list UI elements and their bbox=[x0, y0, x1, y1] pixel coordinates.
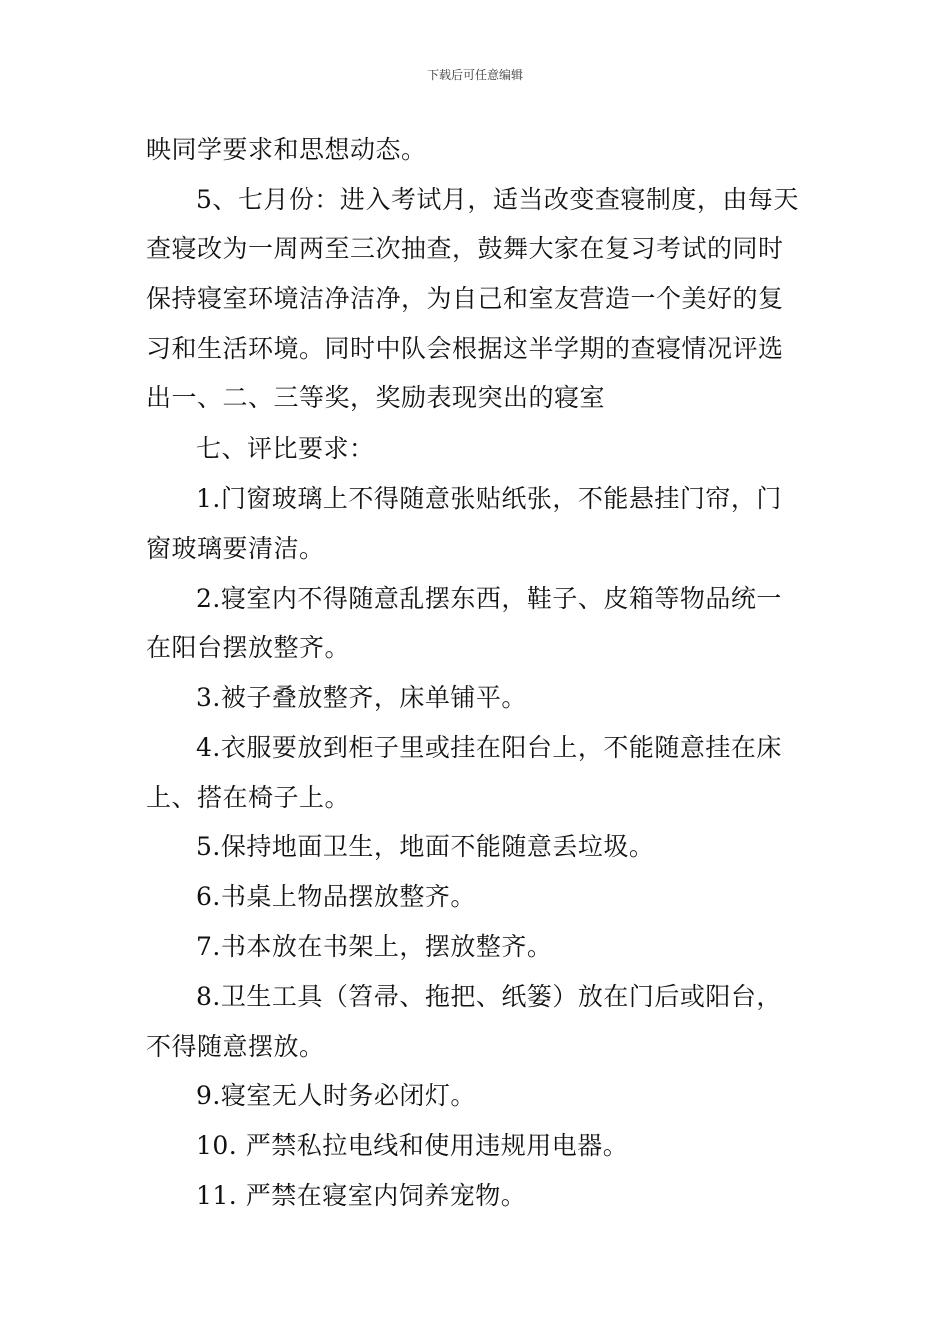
text-line: 8.卫生工具（笤帚、拖把、纸篓）放在门后或阳台， bbox=[196, 982, 782, 1011]
text-line: 出一、二、三等奖，奖励表现突出的寝室 bbox=[146, 383, 606, 412]
text-line: 4.衣服要放到柜子里或挂在阳台上，不能随意挂在床 bbox=[196, 733, 782, 762]
text-line: 5.保持地面卫生，地面不能随意丢垃圾。 bbox=[196, 832, 655, 861]
text-line: 保持寝室环境洁净洁净，为自己和室友营造一个美好的复 bbox=[146, 284, 784, 313]
text-line: 窗玻璃要清洁。 bbox=[146, 534, 325, 563]
text-line: 11. 严禁在寝室内饲养宠物。 bbox=[196, 1181, 527, 1210]
text-line: 9.寝室无人时务必闭灯。 bbox=[196, 1081, 476, 1110]
text-line: 5、七月份：进入考试月，适当改变查寝制度，由每天 bbox=[196, 185, 799, 214]
text-line: 7.书本放在书架上，摆放整齐。 bbox=[196, 932, 553, 961]
text-line: 不得随意摆放。 bbox=[146, 1032, 325, 1061]
section-heading: 七、评比要求： bbox=[196, 434, 375, 463]
text-line: 上、搭在椅子上。 bbox=[146, 783, 351, 812]
text-line: 在阳台摆放整齐。 bbox=[146, 633, 351, 662]
text-line: 习和生活环境。同时中队会根据这半学期的查寝情况评选 bbox=[146, 334, 784, 363]
header-note: 下载后可任意编辑 bbox=[426, 68, 523, 82]
text-line: 2.寝室内不得随意乱摆东西，鞋子、皮箱等物品统一 bbox=[196, 584, 782, 613]
text-line: 映同学要求和思想动态。 bbox=[146, 135, 427, 164]
text-line: 6.书桌上物品摆放整齐。 bbox=[196, 882, 476, 911]
text-line: 3.被子叠放整齐，床单铺平。 bbox=[196, 683, 527, 712]
text-line: 1.门窗玻璃上不得随意张贴纸张，不能悬挂门帘，门 bbox=[196, 484, 782, 513]
text-line: 查寝改为一周两至三次抽查，鼓舞大家在复习考试的同时 bbox=[146, 234, 784, 263]
text-line: 10. 严禁私拉电线和使用违规用电器。 bbox=[196, 1131, 629, 1160]
